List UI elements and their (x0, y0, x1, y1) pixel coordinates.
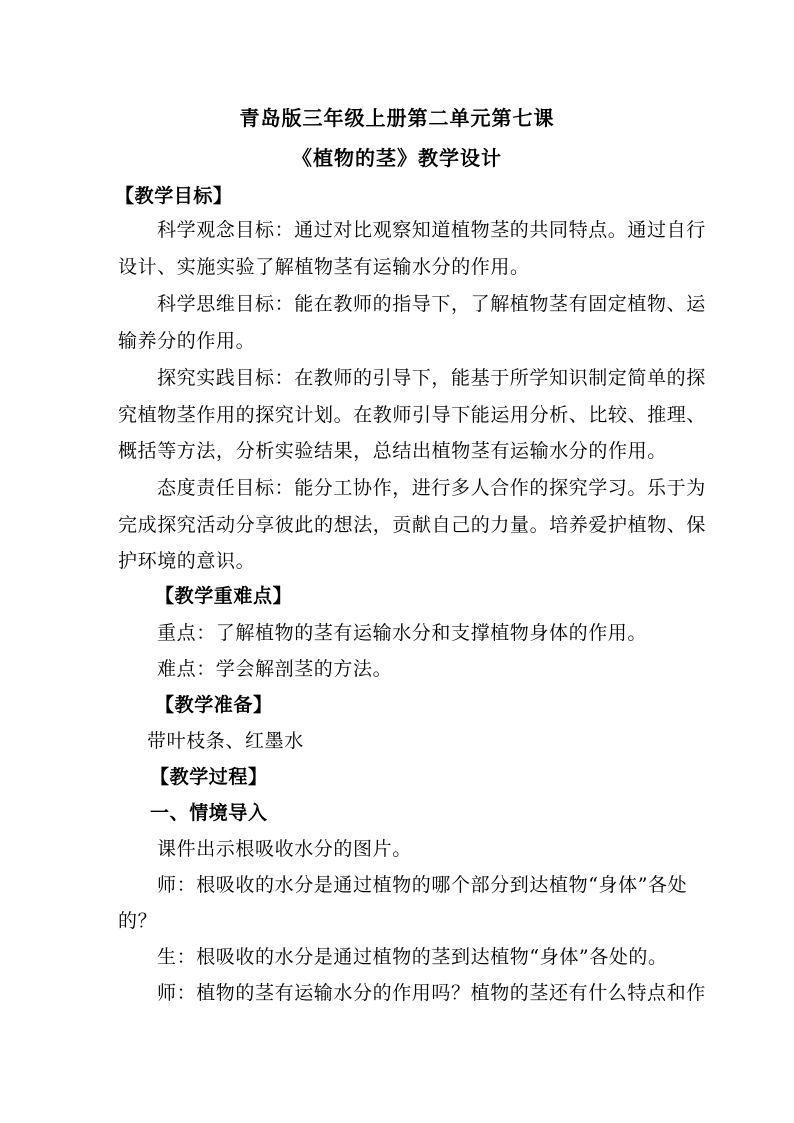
objectives-p4-line1: 态度责任目标：能分工协作，进行多人合作的探究学习。乐于为 (157, 477, 706, 499)
objectives-p3-line3: 概括等方法，分析实验结果，总结出植物茎有运输水分的作用。 (118, 440, 667, 462)
teacher-question-2-line1: 师：植物的茎有运输水分的作用吗？植物的茎还有什么特点和作 (157, 982, 706, 1004)
section-heading-objectives: 【教学目标】 (115, 185, 233, 207)
difficult-point: 难点：学会解剖茎的方法。 (157, 658, 393, 680)
preparation-materials: 带叶枝条、红墨水 (147, 730, 304, 752)
objectives-p1-line2: 设计、实施实验了解植物茎有运输水分的作用。 (118, 256, 530, 278)
teacher-question-1-line2: 的？ (118, 910, 158, 932)
section-heading-process: 【教学过程】 (150, 766, 268, 788)
objectives-p4-line2: 完成探究活动分享彼此的想法，贡献自己的力量。培养爱护植物、保 (118, 514, 707, 536)
document-title: 青岛版三年级上册第二单元第七课 (239, 106, 555, 130)
objectives-p4-line3: 护环境的意识。 (118, 550, 256, 572)
objectives-p3-line2: 究植物茎作用的探究计划。在教师引导下能运用分析、比较、推理、 (118, 404, 707, 426)
objectives-p1-line1: 科学观念目标：通过对比观察知道植物茎的共同特点。通过自行 (157, 219, 706, 241)
step1-heading: 一、情境导入 (150, 802, 268, 824)
objectives-p2-line1: 科学思维目标：能在教师的指导下，了解植物茎有固定植物、运 (157, 293, 706, 315)
document-subtitle: 《植物的茎》教学设计 (292, 146, 502, 170)
section-heading-preparation: 【教学准备】 (155, 694, 273, 716)
objectives-p2-line2: 输养分的作用。 (118, 330, 256, 352)
teacher-question-1-line1: 师：根吸收的水分是通过植物的哪个部分到达植物“身体”各处 (157, 874, 688, 896)
section-heading-key-points: 【教学重难点】 (155, 585, 293, 607)
student-answer-1: 生：根吸收的水分是通过植物的茎到达植物“身体”各处的。 (157, 946, 668, 968)
key-point: 重点：了解植物的茎有运输水分和支撑植物身体的作用。 (157, 622, 648, 644)
objectives-p3-line1: 探究实践目标：在教师的引导下，能基于所学知识制定简单的探 (157, 367, 706, 389)
step1-paragraph: 课件出示根吸收水分的图片。 (157, 838, 412, 860)
